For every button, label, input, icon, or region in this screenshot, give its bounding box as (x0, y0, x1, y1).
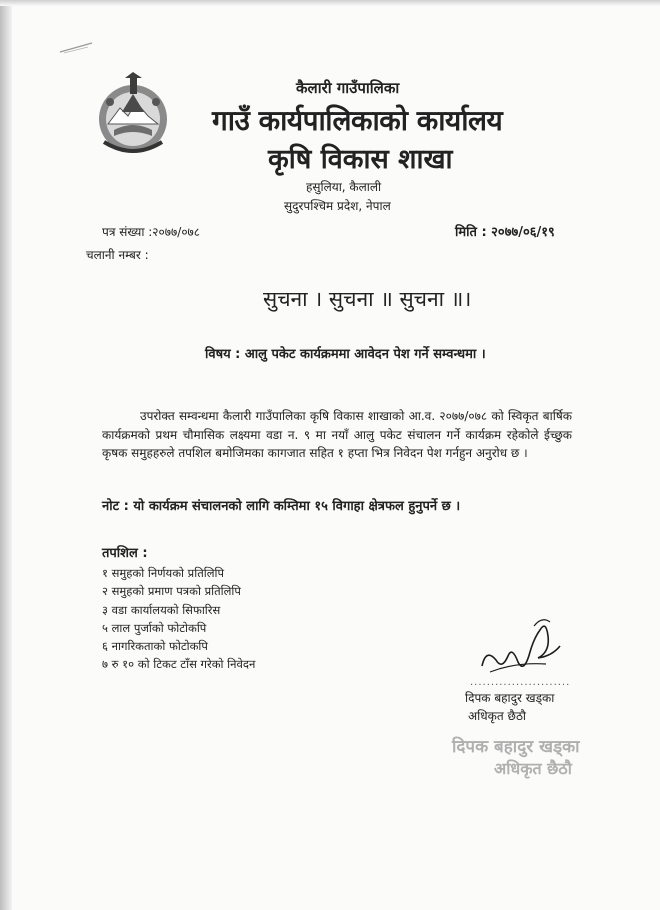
office-province: सुदुरपश्चिम प्रदेश, नेपाल (284, 199, 391, 213)
page-shadow-top (0, 0, 660, 6)
list-item: ६ नागरिकताको फोटोकपि (102, 639, 208, 654)
signature-line: ........................ (470, 677, 571, 688)
subject-line: विषय : आलु पकेट कार्यक्रममा आवेदन पेश गर्ने सम्वन्धमा । (205, 347, 486, 362)
list-item: १ समुहको निर्णयको प्रतिलिपि (102, 566, 225, 580)
note-line: नोट : यो कार्यक्रम संचालनको लागि कम्तिमा १५ विगाहा क्षेत्रफल हुनुपर्ने छ । (102, 499, 461, 514)
stamp-title: अधिकृत छैठौ (494, 759, 572, 778)
handwritten-signature (476, 612, 566, 684)
nepal-emblem-icon (92, 72, 174, 158)
tapasil-title: तपशिल : (102, 546, 148, 561)
office-place: हसुलिया, कैलाली (306, 180, 382, 194)
municipality-name: कैलारी गाउँपालिका (296, 79, 400, 97)
list-item: ५ लाल पुर्जाको फोटोकपि (102, 620, 207, 635)
letter-number: पत्र संख्या :२०७७/०७८ (102, 225, 201, 239)
tapasil-list (102, 564, 255, 674)
list-item: ७ रु १० को टिकट टाँस गरेको निवेदन (102, 657, 256, 672)
pencil-mark (58, 40, 94, 54)
signatory-name: दिपक बहादुर खड्का (465, 691, 555, 705)
list-item: २ समुहको प्रमाण पत्रको प्रतिलिपि (102, 584, 241, 599)
section-title: कृषि विकास शाखा (268, 144, 453, 175)
chalani-number: चलानी नम्बर : (86, 248, 149, 262)
name-stamp (452, 737, 580, 779)
notice-heading: सुचना । सुचना ॥ सुचना ॥। (263, 287, 472, 311)
page-shadow-left (0, 0, 12, 910)
office-title: गाउँ कार्यपालिकाको कार्यालय (212, 104, 503, 137)
signatory-title: अधिकृत छैठौ (468, 709, 527, 723)
list-item: ३ वडा कार्यालयको सिफारिस (102, 602, 221, 617)
stamp-name: दिपक बहादुर खड्का (452, 737, 580, 757)
body-paragraph: उपरोक्त सम्वन्धमा कैलारी गाउँपालिका कृषि विकास शाखाको आ.व. २०७७/०७८ को स्विकृत बार्षिक कार्यक्रमको प्रथम चौमासिक लक्ष्यमा वडा न. ९ मा नयाँ आलु पकेट संचालन गर्ने कार्यक्रम रहेकोले ईच्छुक कृषक समुहहरुले तपशिल बमोजिमका कागजात सहित १ हप्ता भित्र निवेदन पेश गर्नहुन अनुरोध छ । (102, 409, 572, 460)
letter-date: मिति : २०७७/०६/१९ (455, 225, 555, 240)
